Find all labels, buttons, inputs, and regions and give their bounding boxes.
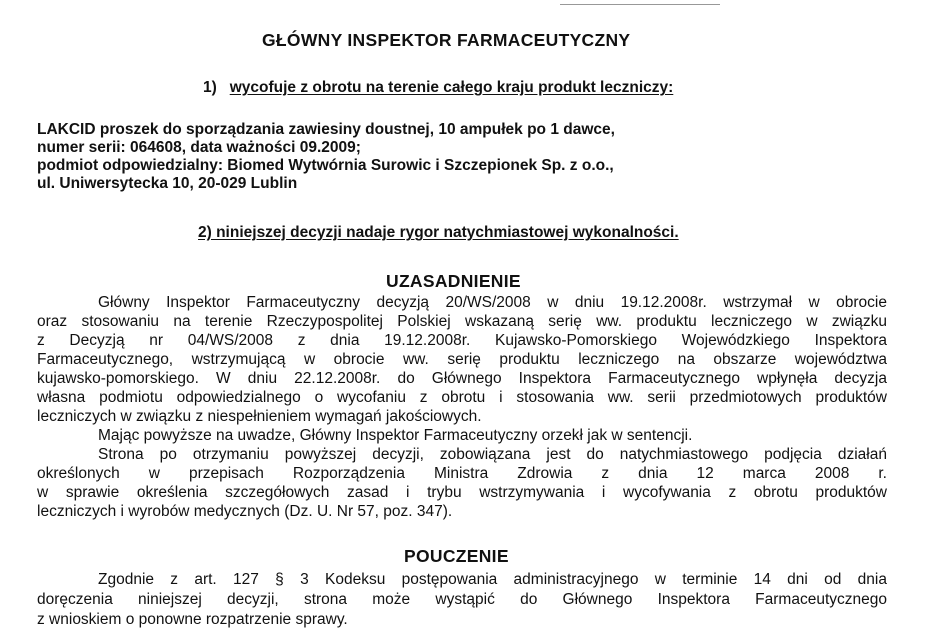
decision-item-1-number: 1) bbox=[203, 79, 217, 96]
justification-line: z Decyzją nr 04/WS/2008 z dnia 19.12.2008r. Kujawsko-Pomorskiego Wojewódzkiego Inspektora bbox=[37, 332, 887, 349]
justification-line: Strona po otrzymaniu powyższej decyzji, zobowiązana jest do natychmiastowego podjęcia działań bbox=[98, 446, 887, 463]
decision-item-2: 2) niniejszej decyzji nadaje rygor natychmiastowej wykonalności. bbox=[198, 224, 679, 241]
justification-line: leczniczych i wyrobów medycznych (Dz. U. Nr 57, poz. 347). bbox=[37, 503, 453, 520]
product-line: ul. Uniwersytecka 10, 20-029 Lublin bbox=[37, 175, 298, 192]
justification-line: własna podmiotu odpowiedzialnego o wycofaniu z obrotu i stosowania ww. serii przedmiotowych produktów bbox=[37, 389, 887, 406]
cropped-top-text-fragment bbox=[560, 0, 720, 5]
justification-line: Mając powyższe na uwadze, Główny Inspektor Farmaceutyczny orzekł jak w sentencji. bbox=[98, 427, 693, 444]
instruction-line: doręczenia niniejszej decyzji, strona może wystąpić do Głównego Inspektora Farmaceutycznego bbox=[37, 591, 887, 608]
justification-line: określonych w przepisach Rozporządzenia Ministra Zdrowia z dnia 12 marca 2008 r. bbox=[37, 465, 887, 482]
decision-item-1 bbox=[203, 79, 673, 97]
instruction-line: Zgodnie z art. 127 § 3 Kodeksu postępowania administracyjnego w terminie 14 dni od dnia bbox=[98, 571, 887, 588]
instruction-line: z wnioskiem o ponowne rozpatrzenie sprawy. bbox=[37, 611, 348, 628]
justification-heading: UZASADNIENIE bbox=[386, 271, 521, 291]
justification-line: oraz stosowaniu na terenie Rzeczypospolitej Polskiej wskazaną serię ww. produktu leczniczego w związku bbox=[37, 313, 887, 330]
justification-line: Główny Inspektor Farmaceutyczny decyzją 20/WS/2008 w dniu 19.12.2008r. wstrzymał w obrocie bbox=[98, 294, 887, 311]
product-line: numer serii: 064608, data ważności 09.2009; bbox=[37, 139, 361, 156]
justification-line: w sprawie określenia szczegółowych zasad i trybu wstrzymywania i wycofywania z obrotu produktów bbox=[37, 484, 887, 501]
instruction-heading: POUCZENIE bbox=[404, 546, 509, 566]
issuer-title: GŁÓWNY INSPEKTOR FARMACEUTYCZNY bbox=[262, 30, 631, 50]
justification-line: Farmaceutycznego, wstrzymującą w obrocie ww. serię produktu leczniczego na obszarze województwa bbox=[37, 351, 887, 368]
product-line: podmiot odpowiedzialny: Biomed Wytwórnia Surowic i Szczepionek Sp. z o.o., bbox=[37, 157, 614, 174]
justification-line: leczniczych w związku z niespełnieniem wymagań jakościowych. bbox=[37, 408, 482, 425]
decision-item-1-text: wycofuje z obrotu na terenie całego kraju produkt leczniczy: bbox=[229, 79, 674, 96]
justification-line: kujawsko-pomorskiego. W dniu 22.12.2008r. do Głównego Inspektora Farmaceutycznego wpłynęła decyzja bbox=[37, 370, 887, 387]
product-line: LAKCID proszek do sporządzania zawiesiny doustnej, 10 ampułek po 1 dawce, bbox=[37, 121, 615, 138]
